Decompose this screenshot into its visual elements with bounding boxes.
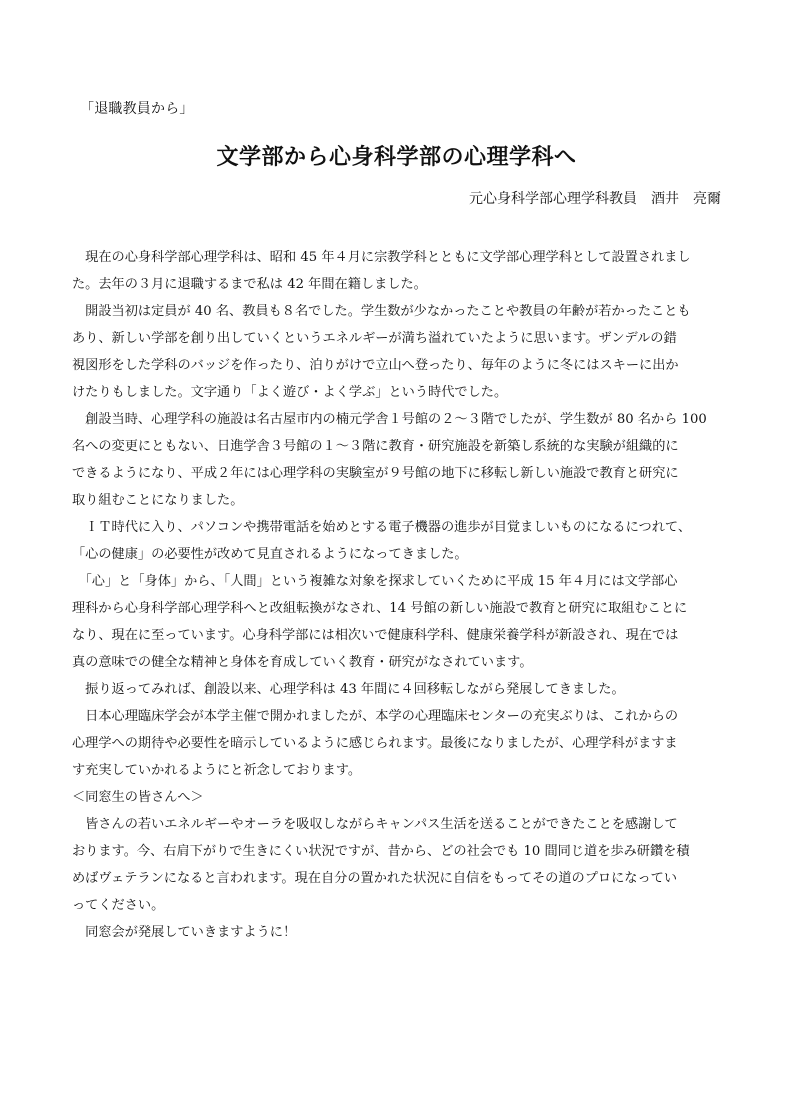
body-line: 心理学への期待や必要性を暗示しているように感じられます。最後になりましたが、心理学科がますま (72, 736, 678, 751)
body-line: あり、新しい学部を創り出していくというエネルギーが満ち溢れていたように思います。ザンデルの錯 (72, 331, 677, 346)
body-line: 視図形をした学科のバッジを作ったり、泊りがけで立山へ登ったり、毎年のように冬にはスキーに出か (72, 358, 679, 373)
body-line: ってください。 (72, 898, 165, 913)
body-line: 創設当時、心理学科の施設は名古屋市内の楠元学舎１号館の２〜３階でしたが、学生数が 80 名から 100 (72, 412, 707, 427)
body-line: 取り組むことになりました。 (72, 493, 244, 508)
article-title: 文学部から心身科学部の心理学科へ (216, 145, 577, 170)
body-line: ＜同窓生の皆さんへ＞ (72, 790, 204, 805)
body-line: おります。今、右肩下がりで生きにくい状況ですが、昔から、どの社会でも 10 間同じ道を歩み研鑽を積 (72, 844, 690, 859)
section-label: 「退職教員から」 (80, 101, 194, 117)
body-line: す充実していかれるようにと祈念しております。 (72, 763, 362, 778)
body-line: 同窓会が発展していきますように！ (72, 925, 297, 940)
body-line: 開設当初は定員が 40 名、教員も８名でした。学生数が少なかったことや教員の年齢が若かったことも (72, 304, 691, 319)
body-line: 日本心理臨床学会が本学主催で開かれましたが、本学の心理臨床センターの充実ぶりは、これからの (72, 709, 679, 724)
body-line: めばヴェテランになると言われます。現在自分の置かれた状況に自信をもってその道のプロになってい (72, 871, 678, 886)
body-line: なり、現在に至っています。心身科学部には相次いで健康科学科、健康栄養学科が新設され、現在では (72, 628, 679, 643)
body-line: 名への変更にともない、日進学舎３号館の１〜３階に教育・研究施設を新築し系統的な実験が組織的に (72, 439, 679, 454)
body-line: 「心の健康」の必要性が改めて見直されるようになってきました。 (72, 547, 468, 562)
article-body (72, 244, 724, 946)
body-line: 「心」と「身体」から、「人間」という複雑な対象を探求していくために平成 15 年４月には文学部心 (72, 574, 678, 589)
body-line: けたりもしました。文字通り「よく遊び・よく学ぶ」という時代でした。 (72, 385, 508, 400)
body-line: 振り返ってみれば、創設以来、心理学科は 43 年間に４回移転しながら発展してきました。 (72, 682, 625, 697)
body-line: できるようになり、平成２年には心理学科の実験室が９号館の地下に移転し新しい施設で教育と研究に (72, 466, 679, 481)
author-byline: 元心身科学部心理学科教員 酒井 亮爾 (469, 191, 721, 207)
body-line: 現在の心身科学部心理学科は、昭和 45 年４月に宗教学科とともに文学部心理学科として設置されまし (72, 250, 691, 265)
body-line: ＩＴ時代に入り、パソコンや携帯電話を始めとする電子機器の進歩が目覚ましいものになるにつれて、 (72, 520, 692, 535)
body-line: た。去年の３月に退職するまで私は 42 年間在籍しました。 (72, 277, 427, 292)
body-line: 理科から心身科学部心理学科へと改組転換がなされ、14 号館の新しい施設で教育と研究に取組むことに (72, 601, 688, 616)
body-line: 真の意味での健全な精神と身体を育成していく教育・研究がなされています。 (72, 655, 533, 670)
body-line: 皆さんの若いエネルギーやオーラを吸収しながらキャンパス生活を送ることができたことを感謝して (72, 817, 678, 832)
